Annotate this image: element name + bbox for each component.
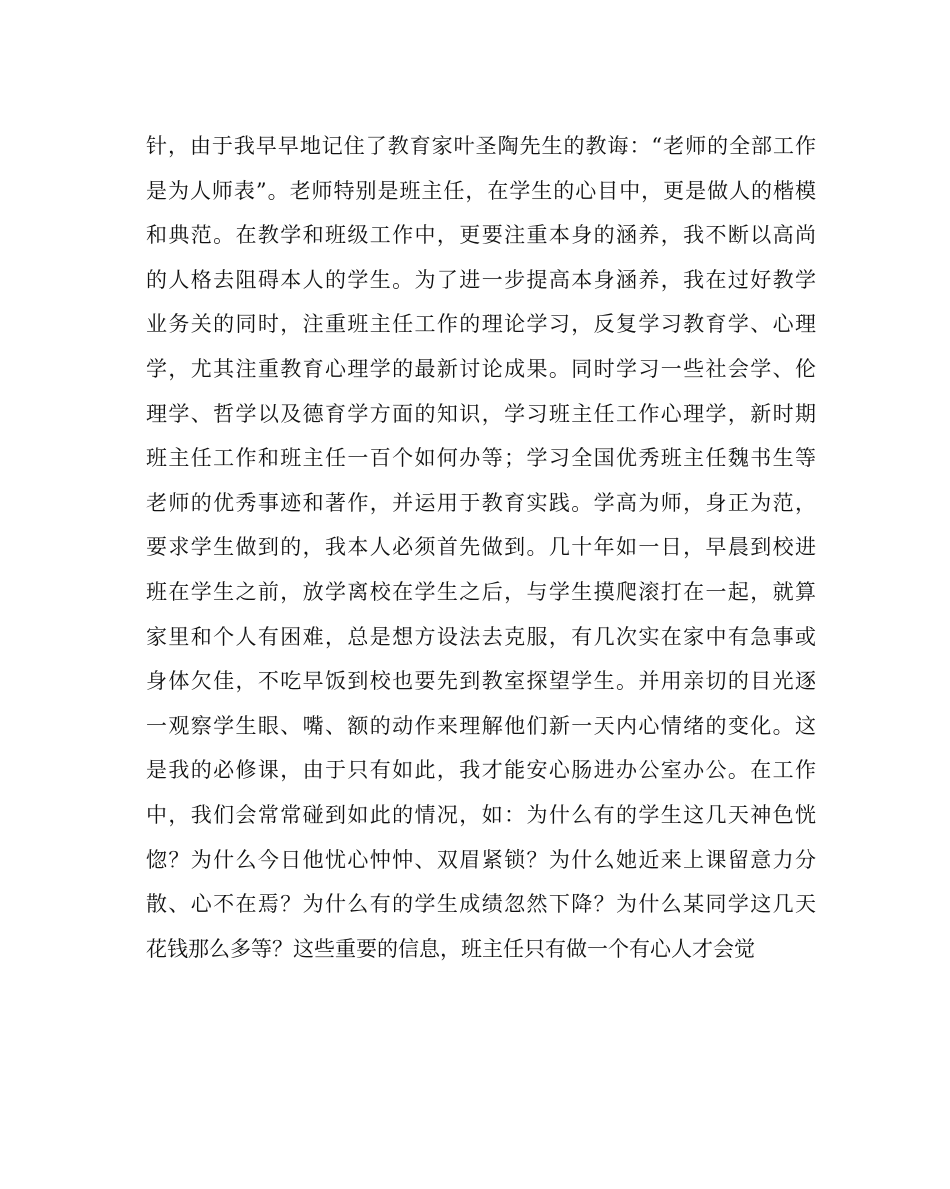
body-paragraph bbox=[146, 124, 816, 971]
text-line: 花钱那么多等？这些重要的信息，班主任只有做一个有心人才会觉 bbox=[146, 936, 755, 961]
text-line: 的人格去阻碍本人的学生。为了进一步提高本身涵养，我在过好教学 bbox=[146, 267, 816, 292]
text-line: 是我的必修课，由于只有如此，我才能安心肠进办公室办公。在工作 bbox=[146, 758, 816, 783]
text-line: 班主任工作和班主任一百个如何办等；学习全国优秀班主任魏书生等 bbox=[146, 446, 816, 471]
text-line: 散、心不在焉？为什么有的学生成绩忽然下降？为什么某同学这几天 bbox=[146, 892, 816, 917]
text-line: 一观察学生眼、嘴、额的动作来理解他们新一天内心情绪的变化。这 bbox=[146, 713, 816, 738]
text-line: 老师的优秀事迹和著作，并运用于教育实践。学高为师，身正为范， bbox=[146, 490, 816, 515]
text-line: 和典范。在教学和班级工作中，更要注重本身的涵养，我不断以高尚 bbox=[146, 223, 816, 248]
text-line: 针，由于我早早地记住了教育家叶圣陶先生的教诲：“老师的全部工作 bbox=[146, 134, 816, 158]
text-line: 惚？为什么今日他忧心忡忡、双眉紧锁？为什么她近来上课留意力分 bbox=[146, 847, 816, 872]
text-line: 业务关的同时，注重班主任工作的理论学习，反复学习教育学、心理 bbox=[146, 312, 816, 337]
text-line: 身体欠佳，不吃早饭到校也要先到教室探望学生。并用亲切的目光逐 bbox=[146, 669, 816, 694]
text-line: 要求学生做到的，我本人必须首先做到。几十年如一日，早晨到校进 bbox=[146, 535, 816, 560]
text-line: 家里和个人有困难，总是想方设法去克服，有几次实在家中有急事或 bbox=[146, 624, 816, 649]
text-line: 班在学生之前，放学离校在学生之后，与学生摸爬滚打在一起，就算 bbox=[146, 579, 816, 604]
text-line: 是为人师表”。老师特别是班主任，在学生的心目中，更是做人的楷模 bbox=[146, 178, 816, 203]
text-line: 中，我们会常常碰到如此的情况，如：为什么有的学生这几天神色恍 bbox=[146, 802, 816, 827]
text-line: 学，尤其注重教育心理学的最新讨论成果。同时学习一些社会学、伦 bbox=[146, 356, 816, 381]
text-line: 理学、哲学以及德育学方面的知识，学习班主任工作心理学，新时期 bbox=[146, 401, 816, 426]
